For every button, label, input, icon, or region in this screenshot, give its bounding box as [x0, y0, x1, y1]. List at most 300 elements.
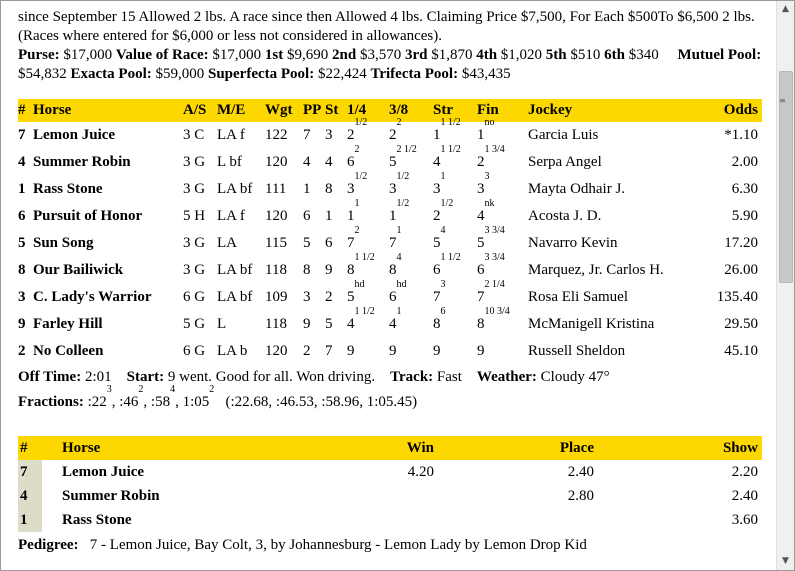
stretch-call-margin: 1/2: [440, 198, 454, 209]
weight-value: 109: [265, 289, 288, 305]
result-row: [18, 311, 762, 338]
weight: [265, 176, 303, 203]
odds-value-value: *1.10: [724, 127, 758, 143]
scroll-grip-icon: ≡: [779, 96, 786, 105]
payout-win: [322, 460, 438, 484]
age-sex-value: 5 H: [183, 208, 206, 224]
program-number-value: 5: [18, 235, 26, 251]
three-eighths-call-value: 4: [389, 316, 397, 332]
three-eighths-call: [389, 144, 433, 176]
odds-value: [693, 230, 762, 257]
fraction-1: :22: [87, 394, 107, 410]
jockey-name-value: McManigell Kristina: [528, 316, 655, 332]
quarter-call-value: 1: [347, 208, 355, 224]
stretch-call-margin: 6: [440, 306, 446, 317]
superfecta-value: $22,424: [317, 66, 367, 82]
quarter-call-value: 7: [347, 235, 355, 251]
start-position: [325, 122, 347, 149]
post-position: [303, 122, 325, 149]
col-wgt: Wgt: [265, 99, 303, 122]
payout-place-value: 2.80: [567, 487, 594, 504]
odds-value-value: 29.50: [724, 316, 758, 332]
sixth-value: $340: [628, 47, 659, 63]
purse-label: Purse:: [18, 47, 60, 63]
start-label: Start:: [126, 369, 165, 385]
weight: [265, 338, 303, 365]
horse-name: [33, 149, 183, 176]
third-value: $1,870: [431, 47, 473, 63]
odds-value-value: 5.90: [731, 208, 758, 224]
payout-col-num: #: [18, 436, 42, 460]
track-label: Track:: [390, 369, 434, 385]
jockey-name: [528, 338, 693, 365]
start-position-value: 4: [325, 154, 333, 170]
jockey-name: [528, 122, 693, 149]
weight-value: 120: [265, 208, 288, 224]
weather-label: Weather:: [476, 369, 537, 385]
post-position: [303, 176, 325, 203]
quarter-call-value: 2: [347, 127, 355, 143]
result-row: [18, 149, 762, 176]
payout-horse: [42, 508, 322, 532]
jockey-name-value: Russell Sheldon: [528, 343, 626, 359]
three-eighths-call-value: 8: [389, 262, 397, 278]
stretch-call-margin: 4: [440, 225, 446, 236]
jockey-name: [528, 230, 693, 257]
quarter-call-margin: 1 1/2: [354, 306, 375, 317]
off-time-line: [18, 368, 764, 387]
pedigree-label: Pedigree:: [18, 537, 79, 553]
age-sex-value: 5 G: [183, 316, 206, 332]
stretch-call: [433, 252, 477, 284]
payout-number-value: 4: [20, 487, 28, 504]
stretch-call-margin: 1 1/2: [440, 144, 461, 155]
finish-call-value: 9: [477, 343, 485, 359]
three-eighths-call-margin: 1/2: [396, 171, 410, 182]
second-value: $3,570: [359, 47, 402, 63]
program-number: [18, 338, 33, 365]
age-sex-value: 3 C: [183, 127, 205, 143]
result-row: [18, 230, 762, 257]
payout-show: [598, 484, 762, 508]
quarter-call-margin: 1 1/2: [354, 252, 375, 263]
med-equip: [217, 122, 265, 149]
quarter-call-margin: 2: [354, 225, 360, 236]
post-position: [303, 149, 325, 176]
weight-value: 111: [265, 181, 287, 197]
jockey-name-value: Navarro Kevin: [528, 235, 618, 251]
col-quarter: 1/4: [347, 99, 389, 122]
post-position-value: 6: [303, 208, 311, 224]
post-position: [303, 230, 325, 257]
med-equip-value: LA f: [217, 208, 245, 224]
post-position: [303, 284, 325, 311]
weight-value: 120: [265, 154, 288, 170]
med-equip: [217, 230, 265, 257]
stretch-call: [433, 171, 477, 203]
post-position: [303, 311, 325, 338]
odds-value: [693, 122, 762, 149]
finish-call-margin: 1 3/4: [484, 144, 505, 155]
col-st: St: [325, 99, 347, 122]
horse-name-value: Lemon Juice: [33, 127, 116, 143]
three-eighths-call-margin: 4: [396, 252, 402, 263]
fourth-label: 4th: [476, 47, 498, 63]
horse-name-value: Our Bailiwick: [33, 262, 124, 278]
col-jockey: Jockey: [528, 99, 693, 122]
program-number-value: 3: [18, 289, 26, 305]
start-position-value: 7: [325, 343, 333, 359]
med-equip-value: LA f: [217, 127, 245, 143]
three-eighths-call-value: 1: [389, 208, 397, 224]
med-equip-value: L bf: [217, 154, 242, 170]
finish-call-margin: 3: [484, 171, 490, 182]
stretch-call-value: 9: [433, 343, 441, 359]
three-eighths-call-value: 5: [389, 154, 397, 170]
finish-call-value: 4: [477, 208, 485, 224]
weight-value: 122: [265, 127, 288, 143]
payouts-header-row: [18, 436, 762, 460]
post-position-value: 9: [303, 316, 311, 332]
program-number: [18, 176, 33, 203]
payout-horse-value: Summer Robin: [62, 487, 160, 504]
finish-call-value: 3: [477, 181, 485, 197]
finish-call-margin: no: [484, 117, 495, 128]
med-equip: [217, 311, 265, 338]
horse-name-value: Rass Stone: [33, 181, 103, 197]
payout-col-win: Win: [322, 436, 438, 460]
program-number: [18, 257, 33, 284]
quarter-call-margin: 2: [354, 144, 360, 155]
mutuel-value: $54,832: [18, 66, 67, 82]
stretch-call-value: 8: [433, 316, 441, 332]
jockey-name: [528, 149, 693, 176]
horse-name: [33, 284, 183, 311]
stretch-call-margin: 1: [440, 171, 446, 182]
fractions-label: Fractions:: [18, 394, 84, 410]
age-sex: [183, 203, 217, 230]
fifth-value: $510: [570, 47, 601, 63]
stretch-call-value: 2: [433, 208, 441, 224]
post-position: [303, 203, 325, 230]
age-sex-value: 3 G: [183, 154, 206, 170]
stretch-call-margin: 1 1/2: [440, 117, 461, 128]
fraction-4: 1:05: [182, 394, 210, 410]
three-eighths-call-margin: 1: [396, 225, 402, 236]
horse-name: [33, 230, 183, 257]
payout-show: [598, 508, 762, 532]
age-sex: [183, 284, 217, 311]
weight-value: 120: [265, 343, 288, 359]
three-eighths-call: [389, 279, 433, 311]
quarter-call-value: 8: [347, 262, 355, 278]
three-eighths-call-margin: 1: [396, 306, 402, 317]
quarter-call: [347, 117, 389, 149]
finish-call-margin: 10 3/4: [484, 306, 510, 317]
payout-col-show: Show: [598, 436, 762, 460]
age-sex-value: 3 G: [183, 181, 206, 197]
fraction-2: :46: [119, 394, 139, 410]
program-number: [18, 203, 33, 230]
quarter-call: [347, 338, 389, 365]
second-label: 2nd: [332, 47, 357, 63]
quarter-call: [347, 252, 389, 284]
three-eighths-call: [389, 306, 433, 338]
payout-show-value: 2.20: [731, 463, 758, 480]
start-position-value: 2: [325, 289, 333, 305]
start-value: 9 went. Good for all. Won driving.: [167, 369, 376, 385]
col-odds: Odds: [693, 99, 762, 122]
med-equip: [217, 257, 265, 284]
finish-call-value: 7: [477, 289, 485, 305]
jockey-name: [528, 311, 693, 338]
payout-col-horse: Horse: [42, 436, 322, 460]
quarter-call: [347, 171, 389, 203]
program-number: [18, 149, 33, 176]
start-position: [325, 149, 347, 176]
stretch-call: [433, 306, 477, 338]
weight-value: 118: [265, 316, 287, 332]
weight: [265, 257, 303, 284]
finish-call: [477, 306, 528, 338]
age-sex: [183, 257, 217, 284]
exacta-value: $59,000: [155, 66, 205, 82]
track-value: Fast: [436, 369, 462, 385]
stretch-call-value: 6: [433, 262, 441, 278]
payout-number: [18, 508, 42, 532]
stretch-call-value: 1: [433, 127, 441, 143]
weight-value: 118: [265, 262, 287, 278]
first-value: $9,690: [287, 47, 329, 63]
odds-value: [693, 203, 762, 230]
med-equip: [217, 176, 265, 203]
value-value: $17,000: [212, 47, 262, 63]
fraction-3-sup: 4: [170, 384, 176, 395]
program-number: [18, 284, 33, 311]
col-me: M/E: [217, 99, 265, 122]
age-sex: [183, 338, 217, 365]
post-position-value: 1: [303, 181, 311, 197]
payout-win: [322, 508, 438, 532]
start-position: [325, 176, 347, 203]
odds-value: [693, 149, 762, 176]
three-eighths-call-margin: 1/2: [396, 198, 410, 209]
trifecta-value: $43,435: [461, 66, 511, 82]
jockey-name-value: Rosa Eli Samuel: [528, 289, 628, 305]
superfecta-label: Superfecta Pool:: [207, 66, 315, 82]
quarter-call: [347, 144, 389, 176]
quarter-call-margin: 1: [354, 198, 360, 209]
quarter-call: [347, 306, 389, 338]
post-position-value: 5: [303, 235, 311, 251]
trifecta-label: Trifecta Pool:: [370, 66, 459, 82]
scroll-up-arrow-icon[interactable]: ▲: [782, 4, 789, 14]
three-eighths-call-value: 3: [389, 181, 397, 197]
vertical-scrollbar[interactable]: [776, 1, 794, 570]
odds-value: [693, 338, 762, 365]
odds-value-value: 26.00: [724, 262, 758, 278]
jockey-name-value: Garcia Luis: [528, 127, 599, 143]
finish-call-value: 6: [477, 262, 485, 278]
fractions-line: Fractions: $:22^3$, $:46^2$, $:58^4$, $1:05^2$ (:22.68, :46.53, :58.96, 1:05.45): [18, 384, 418, 410]
payout-horse: [42, 484, 322, 508]
three-eighths-call: [389, 171, 433, 203]
scroll-down-arrow-icon[interactable]: ▼: [782, 556, 789, 566]
post-position-value: 2: [303, 343, 311, 359]
program-number-value: 1: [18, 181, 26, 197]
post-position-value: 7: [303, 127, 311, 143]
start-position: [325, 257, 347, 284]
three-eighths-call-value: 9: [389, 343, 397, 359]
exacta-label: Exacta Pool:: [70, 66, 152, 82]
weight: [265, 203, 303, 230]
jockey-name: [528, 203, 693, 230]
payout-win-value: 4.20: [407, 463, 434, 480]
col-num: #: [18, 99, 33, 122]
fraction-2-sup: 2: [138, 384, 144, 395]
odds-value: [693, 176, 762, 203]
result-row: [18, 203, 762, 230]
race-chart: [18, 8, 764, 555]
age-sex: [183, 122, 217, 149]
post-position-value: 3: [303, 289, 311, 305]
race-meta: [18, 368, 764, 412]
sixth-label: 6th: [604, 47, 625, 63]
jockey-name-value: Marquez, Jr. Carlos H.: [528, 262, 664, 278]
horse-name-value: Farley Hill: [33, 316, 103, 332]
quarter-call-margin: 1/2: [354, 117, 368, 128]
payout-place: [438, 460, 598, 484]
result-row: [18, 257, 762, 284]
result-row: [18, 338, 762, 365]
program-number-value: 4: [18, 154, 26, 170]
horse-name: [33, 257, 183, 284]
jockey-name-value: Acosta J. D.: [528, 208, 602, 224]
weight: [265, 122, 303, 149]
program-number: [18, 122, 33, 149]
weight-value: 115: [265, 235, 287, 251]
payout-number-value: 1: [20, 511, 28, 528]
payouts-table: [18, 436, 762, 532]
result-row: [18, 122, 762, 149]
col-stretch: Str: [433, 99, 477, 122]
quarter-call-value: 5: [347, 289, 355, 305]
payout-number-value: 7: [20, 463, 28, 480]
program-number: [18, 311, 33, 338]
horse-name-value: Sun Song: [33, 235, 94, 251]
odds-value-value: 2.00: [731, 154, 758, 170]
purse-value: $17,000: [63, 47, 113, 63]
med-equip: [217, 149, 265, 176]
stretch-call-value: 7: [433, 289, 441, 305]
finish-call-value: 5: [477, 235, 485, 251]
jockey-name-value: Serpa Angel: [528, 154, 602, 170]
odds-value-value: 45.10: [724, 343, 758, 359]
pedigree-line: [18, 536, 764, 555]
horse-name: [33, 203, 183, 230]
off-time-label: Off Time:: [18, 369, 82, 385]
start-position: [325, 230, 347, 257]
payout-place: [438, 484, 598, 508]
fraction-times: (:22.68, :46.53, :58.96, 1:05.45): [225, 394, 418, 410]
three-eighths-call: [389, 225, 433, 257]
payout-number: [18, 460, 42, 484]
weight: [265, 311, 303, 338]
stretch-call-value: 3: [433, 181, 441, 197]
post-position-value: 4: [303, 154, 311, 170]
third-label: 3rd: [404, 47, 428, 63]
result-row: [18, 176, 762, 203]
med-equip-value: LA bf: [217, 262, 253, 278]
payout-col-place: Place: [438, 436, 598, 460]
med-equip: [217, 203, 265, 230]
odds-value: [693, 311, 762, 338]
post-position: [303, 257, 325, 284]
jockey-name: [528, 176, 693, 203]
quarter-call-margin: hd: [354, 279, 365, 290]
result-row: [18, 284, 762, 311]
odds-value-value: 6.30: [731, 181, 758, 197]
payout-row: [18, 460, 762, 484]
fraction-1-sup: 3: [106, 384, 112, 395]
med-equip-value: LA bf: [217, 181, 253, 197]
med-equip-value: LA b: [217, 343, 248, 359]
stretch-call: [433, 144, 477, 176]
three-eighths-call-margin: hd: [396, 279, 407, 290]
col-as: A/S: [183, 99, 217, 122]
finish-call-margin: 3 3/4: [484, 252, 505, 263]
stretch-call: [433, 279, 477, 311]
stretch-call-value: 5: [433, 235, 441, 251]
fraction-3: :58: [150, 394, 171, 410]
pedigree-text: 7 - Lemon Juice, Bay Colt, 3, by Johannesburg - Lemon Lady by Lemon Drop Kid: [89, 537, 587, 553]
stretch-call: [433, 198, 477, 230]
first-label: 1st: [264, 47, 284, 63]
med-equip: [217, 338, 265, 365]
results-header-row: [18, 99, 762, 122]
three-eighths-call: [389, 338, 433, 365]
col-three-eighths: 3/8: [389, 99, 433, 122]
jockey-name: [528, 257, 693, 284]
three-eighths-call-margin: 2: [396, 117, 402, 128]
post-position: [303, 338, 325, 365]
med-equip: [217, 284, 265, 311]
start-position-value: 1: [325, 208, 333, 224]
three-eighths-call: [389, 198, 433, 230]
horse-name: [33, 311, 183, 338]
start-position-value: 9: [325, 262, 333, 278]
start-position-value: 3: [325, 127, 333, 143]
three-eighths-call-value: 6: [389, 289, 397, 305]
race-conditions: [18, 8, 764, 84]
horse-name: [33, 122, 183, 149]
off-time-value: 2:01: [84, 369, 112, 385]
med-equip-value: LA: [217, 235, 237, 251]
horse-name-value: C. Lady's Warrior: [33, 289, 152, 305]
finish-call-value: 8: [477, 316, 485, 332]
value-label: Value of Race:: [115, 47, 209, 63]
age-sex-value: 6 G: [183, 343, 206, 359]
start-position: [325, 203, 347, 230]
odds-value: [693, 257, 762, 284]
start-position-value: 6: [325, 235, 333, 251]
finish-call-margin: 2 1/4: [484, 279, 505, 290]
mutuel-label: Mutuel Pool:: [677, 47, 762, 63]
stretch-call-value: 4: [433, 154, 441, 170]
age-sex-value: 3 G: [183, 235, 206, 251]
payout-horse: [42, 460, 322, 484]
finish-call-margin: 3 3/4: [484, 225, 505, 236]
